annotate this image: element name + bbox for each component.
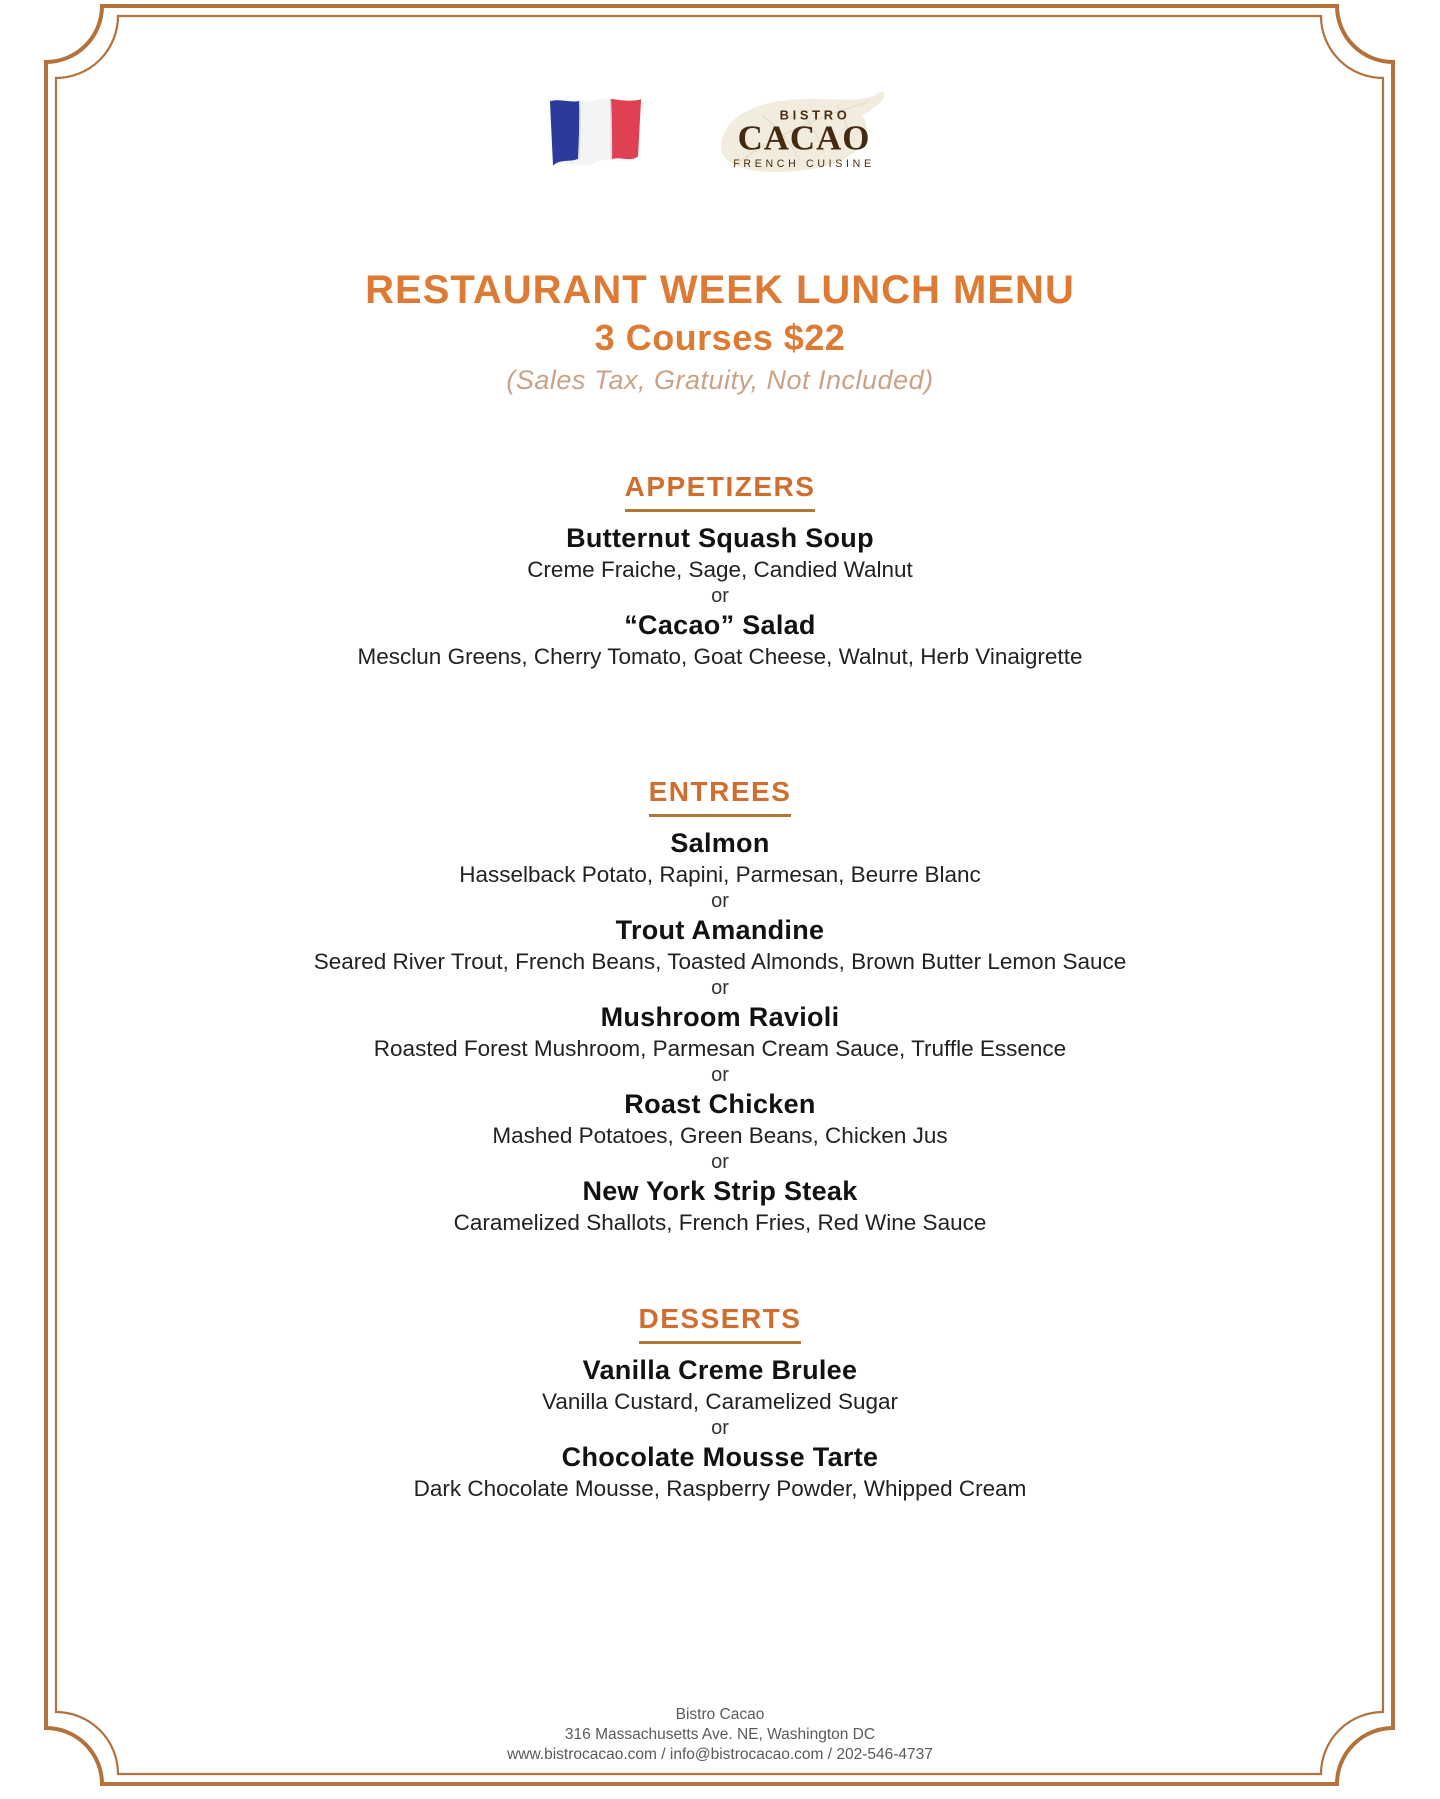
french-flag-icon [543, 91, 647, 177]
dish-description: Roasted Forest Mushroom, Parmesan Cream Sauce, Truffle Essence [373, 1036, 1067, 1061]
or-separator: or [711, 585, 729, 607]
dish-new-york-strip-steak [0, 1175, 1440, 1237]
dish-name: Butternut Squash Soup [566, 523, 874, 553]
section-title-entrees: ENTREES [0, 773, 1440, 817]
or-separator: or [711, 890, 729, 912]
logo-brand-top: BISTRO [779, 107, 851, 123]
dish-name: New York Strip Steak [582, 1176, 858, 1206]
page-footer [0, 1705, 1440, 1765]
dish-cacao-salad [0, 609, 1440, 671]
dish-butternut-squash-soup [0, 522, 1440, 584]
dish-trout-amandine [0, 914, 1440, 976]
logo-brand-sub: FRENCH CUISINE [733, 158, 875, 171]
or-separator: or [711, 1064, 729, 1086]
footer-restaurant-name: Bistro Cacao [675, 1706, 765, 1723]
courses-price: 3 Courses $22 [594, 317, 846, 358]
section-title-desserts: DESSERTS [0, 1300, 1440, 1344]
or-separator: or [711, 977, 729, 999]
dish-description: Seared River Trout, French Beans, Toasted Almonds, Brown Butter Lemon Sauce [313, 949, 1127, 974]
title-block [0, 265, 1440, 399]
dish-roast-chicken [0, 1088, 1440, 1150]
dish-description: Creme Fraiche, Sage, Candied Walnut [527, 557, 913, 582]
menu-section-entrees [0, 773, 1440, 1237]
footer-contact: www.bistrocacao.com / info@bistrocacao.com / 202-546-4737 [507, 1746, 933, 1763]
dish-name: “Cacao” Salad [624, 610, 816, 640]
section-title-appetizers: APPETIZERS [0, 468, 1440, 512]
dish-description: Mashed Potatoes, Green Beans, Chicken Jus [492, 1123, 948, 1148]
or-separator: or [711, 1417, 729, 1439]
tax-note: (Sales Tax, Gratuity, Not Included) [506, 365, 934, 395]
menu-section-appetizers [0, 468, 1440, 671]
bistro-cacao-logo [711, 88, 897, 180]
logo-brand-main: CACAO [737, 118, 871, 158]
dish-name: Chocolate Mousse Tarte [561, 1442, 879, 1472]
header-logos [0, 88, 1440, 180]
dish-description: Dark Chocolate Mousse, Raspberry Powder, Whipped Cream [413, 1476, 1027, 1501]
dish-name: Vanilla Creme Brulee [582, 1355, 858, 1385]
dish-chocolate-mousse-tarte [0, 1441, 1440, 1503]
dish-mushroom-ravioli [0, 1001, 1440, 1063]
dish-description: Mesclun Greens, Cherry Tomato, Goat Cheese, Walnut, Herb Vinaigrette [357, 644, 1083, 669]
footer-address: 316 Massachusetts Ave. NE, Washington DC [564, 1726, 876, 1743]
dish-name: Roast Chicken [624, 1089, 816, 1119]
dish-vanilla-creme-brulee [0, 1354, 1440, 1416]
dish-description: Hasselback Potato, Rapini, Parmesan, Beurre Blanc [459, 862, 981, 887]
dish-name: Trout Amandine [615, 915, 825, 945]
page-title: RESTAURANT WEEK LUNCH MENU [365, 268, 1075, 312]
dish-description: Vanilla Custard, Caramelized Sugar [541, 1389, 898, 1414]
or-separator: or [711, 1151, 729, 1173]
dish-name: Mushroom Ravioli [600, 1002, 840, 1032]
dish-name: Salmon [670, 828, 770, 858]
dish-description: Caramelized Shallots, French Fries, Red Wine Sauce [453, 1210, 987, 1235]
menu-section-desserts [0, 1300, 1440, 1503]
dish-salmon [0, 827, 1440, 889]
